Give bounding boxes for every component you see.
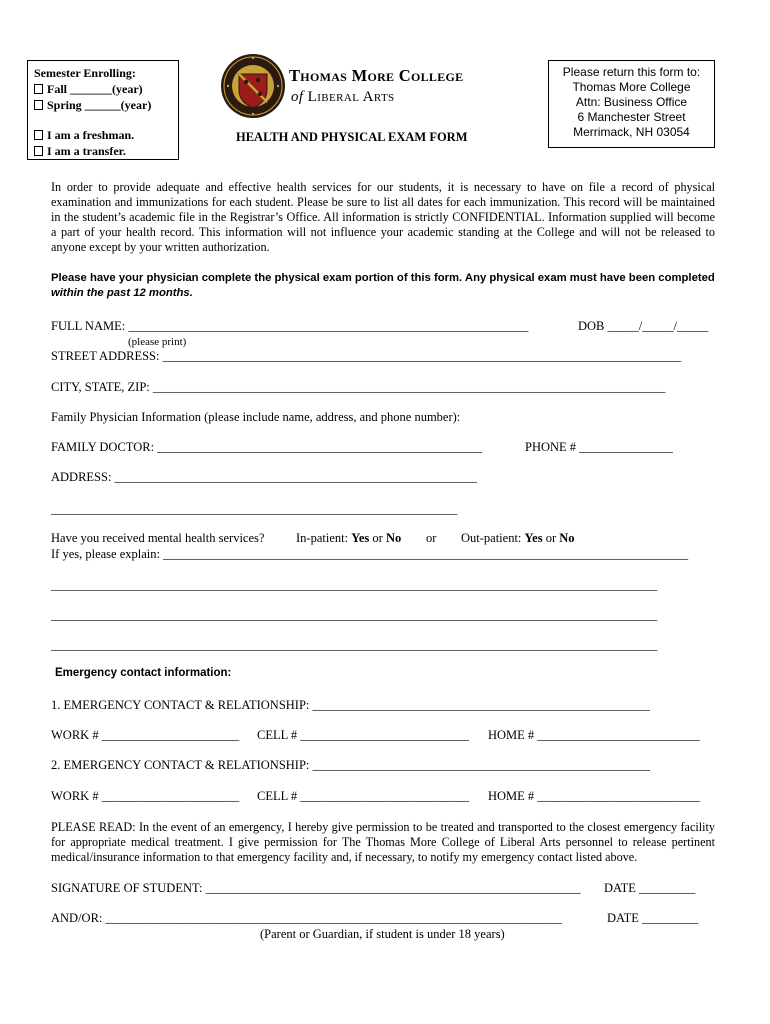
inpatient-choice[interactable]: In-patient: Yes or No	[296, 531, 402, 545]
doctor-address-field[interactable]: ADDRESS: __________________________________________________________	[51, 470, 478, 484]
dob-field[interactable]: DOB _____/_____/_____	[578, 319, 709, 333]
mental-health-explain-field[interactable]: If yes, please explain: ____________________________________________________________________________________	[51, 547, 689, 561]
outpatient-no[interactable]: No	[559, 531, 575, 545]
outpatient-choice[interactable]: Out-patient: Yes or No	[461, 531, 575, 545]
doctor-address-line2[interactable]: _________________________________________________________________	[51, 502, 458, 516]
please-read-paragraph: PLEASE READ: In the event of an emergency, I hereby give permission to be treated and transported to the closest emergency facility for appropriate medical treatment. I give permission for The Thomas More College of Liberal Arts personnel to release pertinent medical/insurance information to that emergency facility and, if necessary, to notify my emergency contact listed above.	[51, 820, 715, 864]
street-address-field[interactable]: STREET ADDRESS: ___________________________________________________________________________________	[51, 349, 682, 363]
college-subtitle: of Liberal Arts	[291, 89, 395, 105]
freshman-checkbox[interactable]	[34, 130, 43, 140]
emergency-1-work-field[interactable]: WORK # ______________________	[51, 728, 240, 742]
or-separator: or	[426, 531, 437, 545]
college-name: Thomas More College	[289, 66, 464, 85]
fall-option[interactable]: Fall _______(year)	[34, 81, 172, 97]
full-name-field[interactable]: FULL NAME: ________________________________________________________________	[51, 319, 529, 333]
emergency-2-home-field[interactable]: HOME # __________________________	[488, 789, 700, 803]
fall-checkbox[interactable]	[34, 84, 43, 94]
city-state-zip-field[interactable]: CITY, STATE, ZIP: __________________________________________________________________________________	[51, 380, 666, 394]
return-address-box: Please return this form to: Thomas More College Attn: Business Office 6 Manchester Street Merrimack, NH 03054	[548, 60, 715, 148]
explain-blank-line-2[interactable]: _________________________________________________________________________________________________	[51, 608, 658, 622]
spring-checkbox[interactable]	[34, 100, 43, 110]
emergency-contact-2-field[interactable]: 2. EMERGENCY CONTACT & RELATIONSHIP: ______________________________________________________	[51, 758, 651, 772]
student-signature-date[interactable]: DATE _________	[604, 881, 696, 895]
emergency-contact-1-field[interactable]: 1. EMERGENCY CONTACT & RELATIONSHIP: ______________________________________________________	[51, 698, 651, 712]
semester-enrolling-box	[27, 60, 179, 160]
physician-note: Please have your physician complete the physical exam portion of this form. Any physical exam must have been completed within the past 12 months.	[51, 272, 715, 299]
emergency-1-cell-field[interactable]: CELL # ___________________________	[257, 728, 470, 742]
guardian-signature-date[interactable]: DATE _________	[607, 911, 699, 925]
please-print-note: (please print)	[128, 336, 187, 348]
inpatient-yes[interactable]: Yes	[351, 531, 370, 545]
student-signature-field[interactable]: SIGNATURE OF STUDENT: ____________________________________________________________	[51, 881, 581, 895]
semester-heading: Semester Enrolling:	[34, 66, 136, 80]
doctor-phone-field[interactable]: PHONE # _______________	[525, 440, 673, 454]
intro-paragraph: In order to provide adequate and effective health services for our students, it is necessary to have on file a record of physical examination and immunizations for each student. Please be sure to list all dates for each immunization. This record will be maintained in the student’s academic file in the Registrar’s Office. All information is strictly CONFIDENTIAL. Information supplied will become a part of your health record. This information will not influence your academic standing at the College and will not be released to anyone except by your written authorization.	[51, 180, 715, 254]
spring-option[interactable]: Spring ______(year)	[34, 97, 172, 113]
guardian-note: (Parent or Guardian, if student is under 18 years)	[260, 927, 505, 941]
explain-blank-line-1[interactable]: _________________________________________________________________________________________________	[51, 578, 658, 592]
emergency-1-home-field[interactable]: HOME # __________________________	[488, 728, 700, 742]
guardian-signature-field[interactable]: AND/OR: _________________________________________________________________________	[51, 911, 562, 925]
explain-blank-line-3[interactable]: _________________________________________________________________________________________________	[51, 638, 658, 652]
mental-health-question: Have you received mental health services?	[51, 531, 265, 545]
form-title: HEALTH AND PHYSICAL EXAM FORM	[236, 130, 468, 144]
emergency-2-cell-field[interactable]: CELL # ___________________________	[257, 789, 470, 803]
family-doctor-field[interactable]: FAMILY DOCTOR: ____________________________________________________	[51, 440, 483, 454]
family-physician-label: Family Physician Information (please include name, address, and phone number):	[51, 410, 461, 424]
inpatient-no[interactable]: No	[385, 531, 402, 545]
transfer-option[interactable]: I am a transfer.	[34, 143, 172, 159]
freshman-option[interactable]: I am a freshman.	[34, 127, 172, 143]
transfer-checkbox[interactable]	[34, 146, 43, 156]
emergency-2-work-field[interactable]: WORK # ______________________	[51, 789, 240, 803]
outpatient-yes[interactable]: Yes	[524, 531, 543, 545]
emergency-heading: Emergency contact information:	[55, 667, 232, 679]
college-seal-logo	[220, 52, 286, 120]
